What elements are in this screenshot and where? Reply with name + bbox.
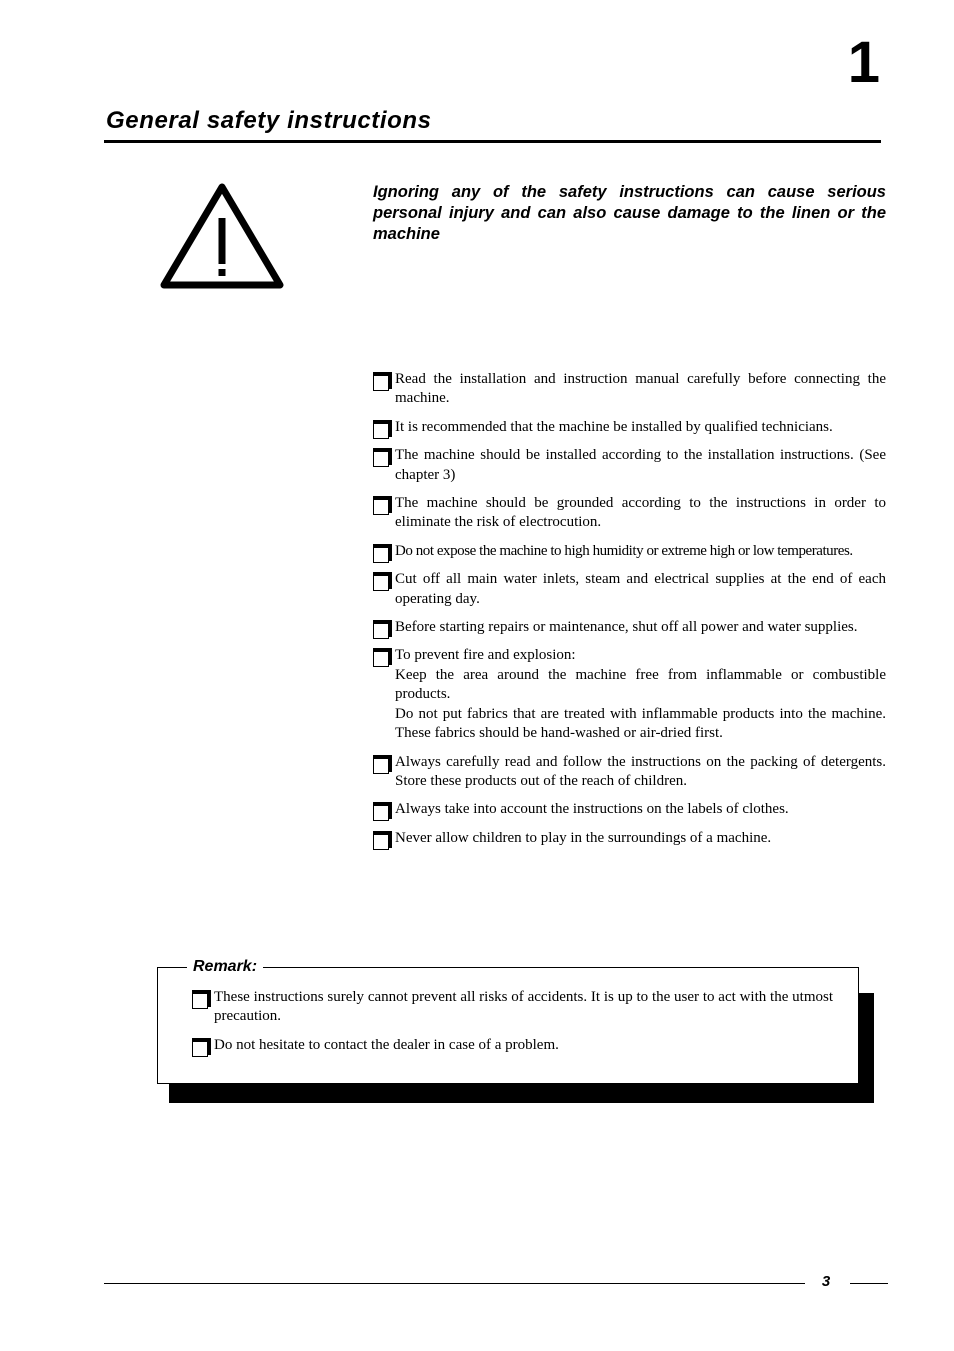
checkbox-bullet-icon: [373, 451, 389, 467]
warning-triangle-icon: [159, 180, 285, 292]
page-number: 3: [821, 1273, 831, 1290]
checkbox-bullet-icon: [373, 623, 389, 639]
checkbox-bullet-icon: [192, 993, 208, 1009]
checkbox-bullet-icon: [373, 651, 389, 667]
footer-divider: [850, 1283, 888, 1284]
list-item: [372, 646, 886, 743]
item-text: Never allow children to play in the surroundings of a machine.: [395, 829, 772, 846]
checkbox-bullet-icon: [373, 423, 389, 439]
remark-list: [191, 988, 833, 1064]
item-text: These instructions surely cannot prevent all risks of accidents. It is up to the user to act with the utmost precaution.: [214, 989, 833, 1025]
checkbox-bullet-icon: [373, 547, 389, 563]
list-item: [372, 800, 886, 819]
item-text: Read the installation and instruction manual carefully before connecting the machine.: [395, 371, 886, 407]
item-text: To prevent fire and explosion:: [395, 647, 576, 664]
item-text: Do not expose the machine to high humidity or extreme high or low temperatures.: [395, 542, 853, 559]
item-text: It is recommended that the machine be installed by qualified technicians.: [395, 418, 833, 435]
list-item: [372, 753, 886, 792]
remark-label: Remark:: [187, 956, 263, 978]
list-item: [372, 542, 886, 561]
list-item: [372, 446, 886, 485]
checkbox-bullet-icon: [373, 834, 389, 850]
list-item: [191, 988, 833, 1027]
safety-warning-text: Ignoring any of the safety instructions can cause serious personal injury and can also cause damage to the linen or the machine: [373, 183, 886, 243]
chapter-number: 1: [847, 30, 880, 95]
checkbox-bullet-icon: [373, 805, 389, 821]
item-text: The machine should be grounded according to the instructions in order to eliminate the risk of electrocution.: [395, 495, 886, 531]
checkbox-bullet-icon: [373, 575, 389, 591]
item-text: Do not hesitate to contact the dealer in case of a problem.: [214, 1036, 559, 1053]
item-text: Always carefully read and follow the instructions on the packing of detergents. Store these products out of the reach of children.: [395, 753, 886, 789]
list-item: [372, 418, 886, 437]
page-title: General safety instructions: [106, 107, 432, 134]
item-text: Before starting repairs or maintenance, shut off all power and water supplies.: [395, 619, 858, 636]
item-text: The machine should be installed according to the installation instructions. (See chapter 3): [395, 447, 886, 483]
item-text: Keep the area around the machine free from inflammable or combustible products.: [395, 666, 886, 703]
list-item: [372, 829, 886, 848]
item-text: Always take into account the instructions on the labels of clothes.: [395, 801, 789, 818]
checkbox-bullet-icon: [373, 499, 389, 515]
footer-divider: [104, 1283, 805, 1284]
list-item: [372, 494, 886, 533]
item-text: Do not put fabrics that are treated with inflammable products into the machine. These fabrics should be hand-washed or air-dried first.: [395, 705, 886, 742]
title-divider: [104, 140, 881, 143]
item-text: Cut off all main water inlets, steam and electrical supplies at the end of each operating day.: [395, 571, 886, 607]
checkbox-bullet-icon: [192, 1041, 208, 1057]
list-item: [372, 618, 886, 637]
checkbox-bullet-icon: [373, 758, 389, 774]
checkbox-bullet-icon: [373, 375, 389, 391]
safety-instructions-list: [372, 370, 886, 857]
list-item: [372, 570, 886, 609]
list-item: [191, 1036, 833, 1055]
list-item: [372, 370, 886, 409]
